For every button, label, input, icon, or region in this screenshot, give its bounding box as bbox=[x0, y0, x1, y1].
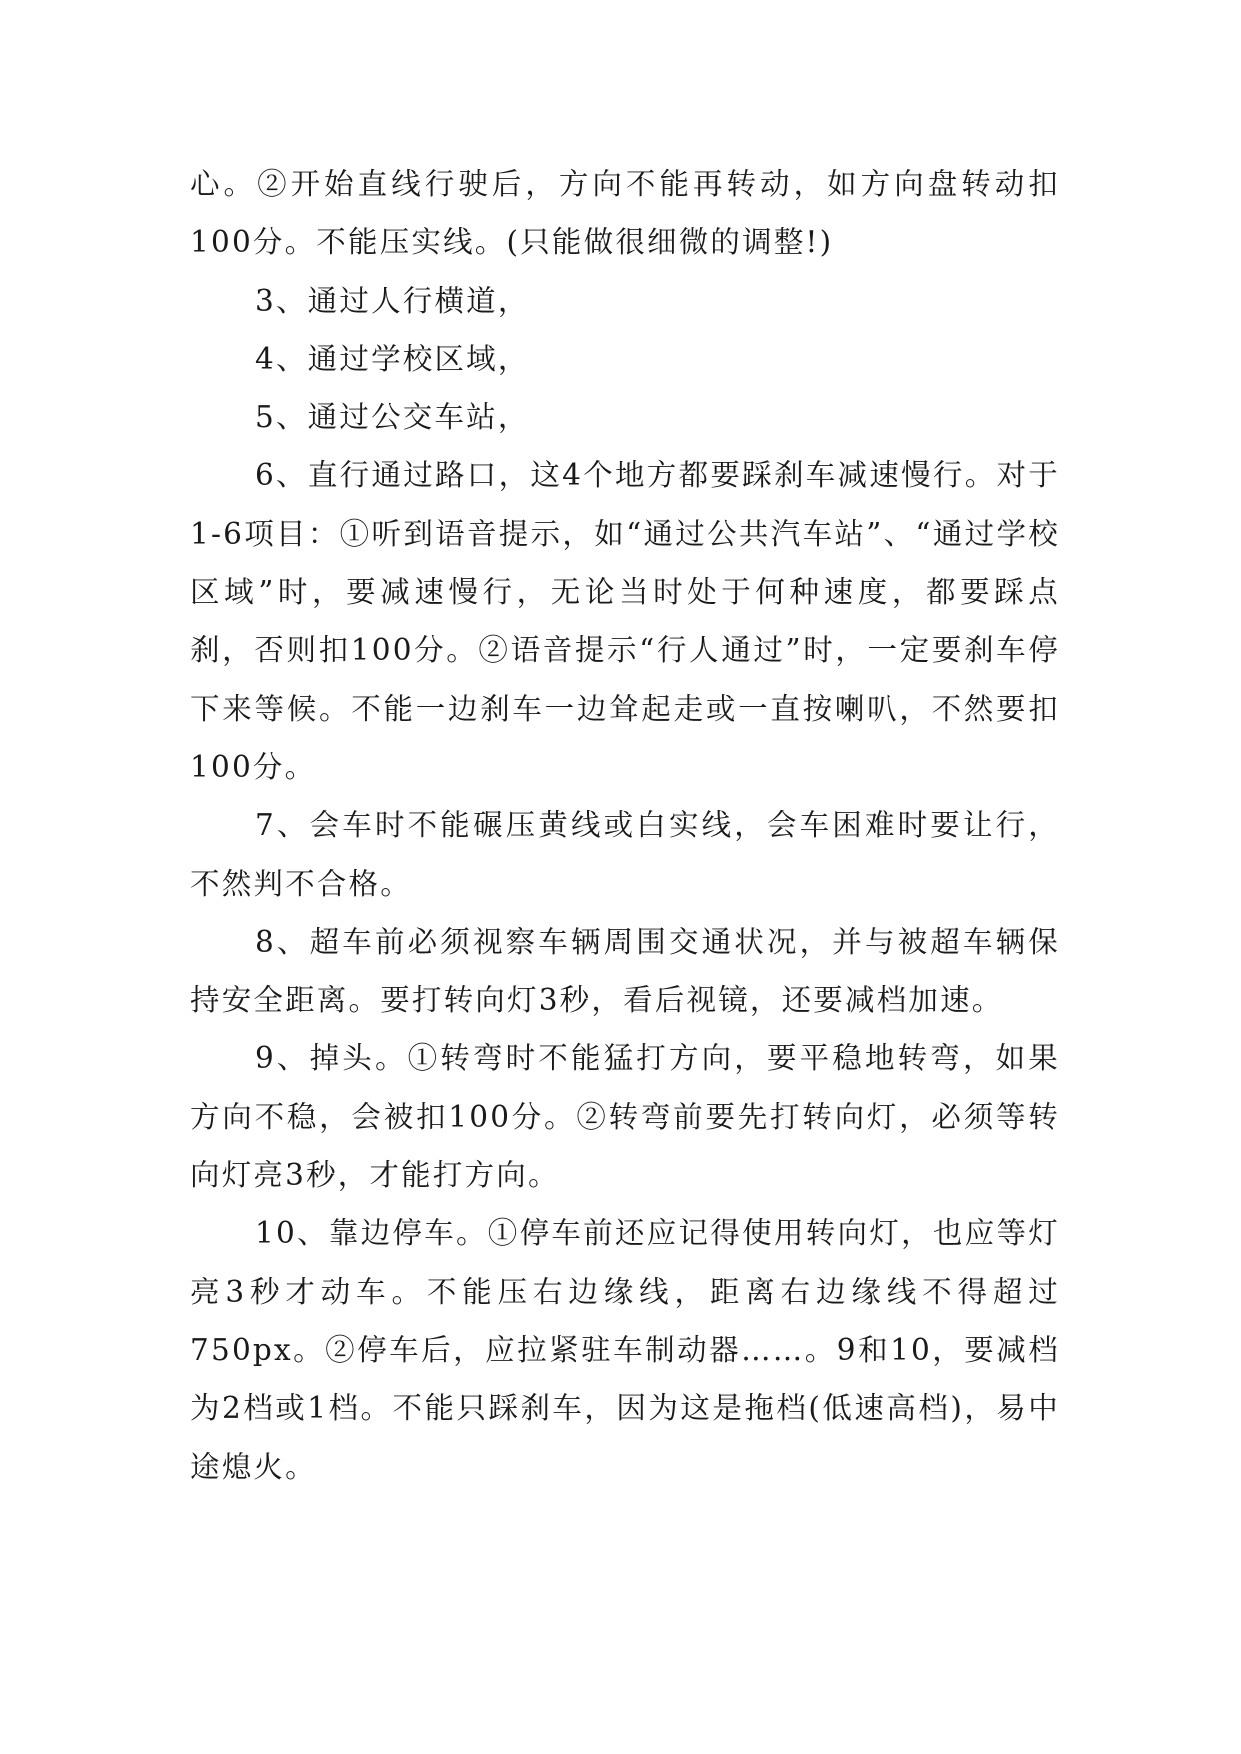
paragraph-item-8: 8、超车前必须视察车辆周围交通状况，并与被超车辆保持安全距离。要打转向灯3秒，看后视镜，还要减档加速。 bbox=[190, 924, 1060, 1018]
paragraph-item-4: 4、通过学校区域， bbox=[255, 341, 530, 376]
paragraph-item-6: 6、直行通过路口，这4个地方都要踩刹车减速慢行。对于1-6项目：①听到语音提示，如“通过公共汽车站”、“通过学校区域”时，要减速慢行，无论当时处于何种速度，都要踩点刹，否则扣100分。②语音提示“行人通过”时，一定要刹车停下来等候。不能一边刹车一边耸起走或一直按喇叭，不然要扣100分。 bbox=[190, 458, 1060, 784]
paragraph-item-7: 7、会车时不能碾压黄线或白实线，会车困难时要让行，不然判不合格。 bbox=[190, 808, 1060, 901]
paragraph-item-5: 5、通过公交车站， bbox=[255, 400, 530, 435]
paragraph-continuation: 心。②开始直线行驶后，方向不能再转动，如方向盘转动扣100分。不能压实线。(只能做很细微的调整!) bbox=[190, 167, 1060, 260]
paragraph-item-9: 9、掉头。①转弯时不能猛打方向，要平稳地转弯，如果方向不稳，会被扣100分。②转弯前要先打转向灯，必须等转向灯亮3秒，才能打方向。 bbox=[190, 1041, 1060, 1193]
document-body bbox=[190, 155, 1060, 1496]
paragraph-item-10: 10、靠边停车。①停车前还应记得使用转向灯，也应等灯亮3秒才动车。不能压右边缘线，距离右边缘线不得超过750px。②停车后，应拉紧驻车制动器……。9和10，要减档为2档或1档。不能只踩刹车，因为这是拖档(低速高档)，易中途熄火。 bbox=[190, 1216, 1060, 1484]
paragraph-item-3: 3、通过人行横道， bbox=[255, 283, 530, 318]
